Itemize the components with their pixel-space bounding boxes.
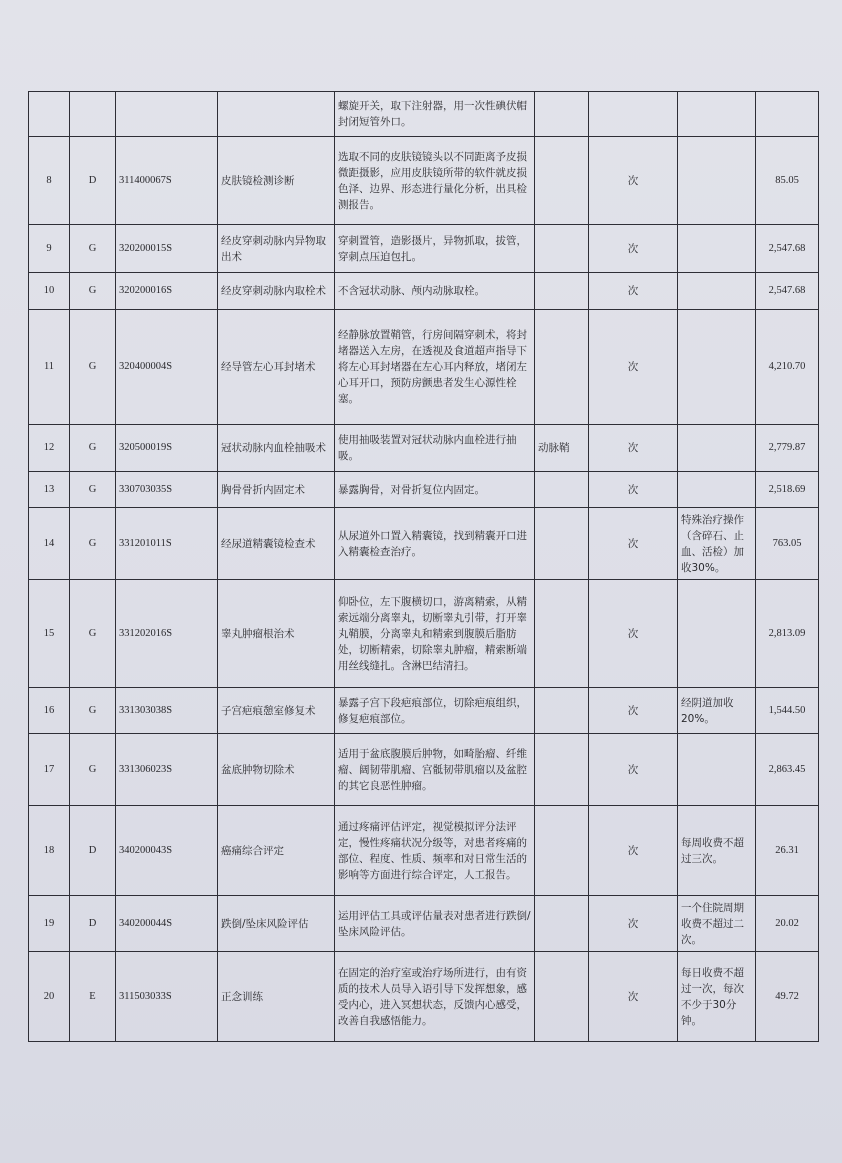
row-number-cell: 18 [29,806,70,896]
table-row [29,137,819,225]
item-note-cell [678,273,756,310]
item-code-cell: 340200043S [116,806,218,896]
item-content-cell: 使用抽吸装置对冠状动脉内血栓进行抽吸。 [335,425,535,472]
row-number-cell: 14 [29,508,70,580]
category-cell: G [70,225,116,273]
item-price-cell: 2,518.69 [756,472,819,508]
category-cell: G [70,425,116,472]
item-name-cell: 经导管左心耳封堵术 [218,310,335,425]
category-cell [70,92,116,137]
item-price-cell: 20.02 [756,896,819,952]
item-name-cell: 胸骨骨折内固定术 [218,472,335,508]
row-number-cell: 17 [29,734,70,806]
category-cell: G [70,273,116,310]
item-price-cell: 26.31 [756,806,819,896]
table-row [29,472,819,508]
billing-unit-cell: 次 [589,806,678,896]
item-content-cell: 适用于盆底腹膜后肿物，如畸胎瘤、纤维瘤、阔韧带肌瘤、宫骶韧带肌瘤以及盆腔的其它良恶性肿瘤。 [335,734,535,806]
fee-table-body [29,92,819,1042]
item-content-cell: 经静脉放置鞘管，行房间隔穿刺术，将封堵器送入左房，在透视及食道超声指导下将左心耳封堵器在左心耳内释放，堵闭左心耳开口，预防房颤患者发生心源性栓塞。 [335,310,535,425]
item-price-cell: 2,863.45 [756,734,819,806]
item-note-cell [678,92,756,137]
table-row [29,425,819,472]
item-code-cell: 340200044S [116,896,218,952]
item-name-cell: 子宫疤痕憩室修复术 [218,688,335,734]
item-note-cell [678,137,756,225]
item-name-cell: 经皮穿刺动脉内异物取出术 [218,225,335,273]
excluded-content-cell [535,137,589,225]
row-number-cell: 15 [29,580,70,688]
row-number-cell: 9 [29,225,70,273]
excluded-content-cell [535,952,589,1042]
row-number-cell: 8 [29,137,70,225]
item-code-cell: 331306023S [116,734,218,806]
item-note-cell [678,225,756,273]
excluded-content-cell [535,688,589,734]
item-name-cell: 皮肤镜检测诊断 [218,137,335,225]
item-price-cell: 85.05 [756,137,819,225]
table-row [29,92,819,137]
item-price-cell: 2,813.09 [756,580,819,688]
category-cell: G [70,472,116,508]
item-code-cell: 311400067S [116,137,218,225]
billing-unit-cell: 次 [589,425,678,472]
item-code-cell: 320200015S [116,225,218,273]
item-note-cell [678,580,756,688]
table-row [29,508,819,580]
item-code-cell: 331202016S [116,580,218,688]
billing-unit-cell: 次 [589,896,678,952]
item-price-cell: 763.05 [756,508,819,580]
table-row [29,273,819,310]
item-code-cell [116,92,218,137]
item-price-cell: 2,547.68 [756,225,819,273]
excluded-content-cell [535,896,589,952]
billing-unit-cell: 次 [589,225,678,273]
excluded-content-cell [535,92,589,137]
table-row [29,688,819,734]
item-content-cell: 暴露子宫下段疤痕部位，切除疤痕组织，修复疤痕部位。 [335,688,535,734]
excluded-content-cell [535,310,589,425]
item-name-cell: 经尿道精囊镜检查术 [218,508,335,580]
billing-unit-cell: 次 [589,310,678,425]
table-row [29,896,819,952]
item-content-cell: 运用评估工具或评估量表对患者进行跌倒/坠床风险评估。 [335,896,535,952]
item-name-cell: 冠状动脉内血栓抽吸术 [218,425,335,472]
billing-unit-cell: 次 [589,734,678,806]
item-name-cell: 经皮穿刺动脉内取栓术 [218,273,335,310]
table-row [29,580,819,688]
item-code-cell: 320200016S [116,273,218,310]
row-number-cell: 12 [29,425,70,472]
item-note-cell [678,734,756,806]
item-name-cell [218,92,335,137]
item-content-cell: 选取不同的皮肤镜镜头以不同距离予皮损微距摄影，应用皮肤镜所带的软件就皮损色泽、边界、形态进行量化分析，出具检测报告。 [335,137,535,225]
item-content-cell: 从尿道外口置入精囊镜，找到精囊开口进入精囊检查治疗。 [335,508,535,580]
item-note-cell: 每日收费不超过一次，每次不少于30分钟。 [678,952,756,1042]
item-code-cell: 320500019S [116,425,218,472]
item-content-cell: 暴露胸骨，对骨折复位内固定。 [335,472,535,508]
billing-unit-cell: 次 [589,952,678,1042]
row-number-cell: 11 [29,310,70,425]
table-row [29,310,819,425]
category-cell: G [70,688,116,734]
category-cell: D [70,137,116,225]
item-code-cell: 331303038S [116,688,218,734]
category-cell: G [70,734,116,806]
item-code-cell: 320400004S [116,310,218,425]
excluded-content-cell [535,734,589,806]
item-note-cell [678,310,756,425]
item-name-cell: 跌倒/坠床风险评估 [218,896,335,952]
table-row [29,734,819,806]
category-cell: G [70,508,116,580]
fee-table [28,91,819,1042]
table-row [29,952,819,1042]
item-name-cell: 睾丸肿瘤根治术 [218,580,335,688]
item-name-cell: 正念训练 [218,952,335,1042]
item-note-cell: 每周收费不超过三次。 [678,806,756,896]
item-code-cell: 330703035S [116,472,218,508]
excluded-content-cell [535,580,589,688]
item-content-cell: 穿刺置管，造影摄片，异物抓取，拔管，穿刺点压迫包扎。 [335,225,535,273]
excluded-content-cell [535,806,589,896]
item-price-cell: 1,544.50 [756,688,819,734]
billing-unit-cell: 次 [589,137,678,225]
excluded-content-cell [535,472,589,508]
item-price-cell [756,92,819,137]
row-number-cell: 10 [29,273,70,310]
item-code-cell: 331201011S [116,508,218,580]
row-number-cell: 20 [29,952,70,1042]
billing-unit-cell [589,92,678,137]
item-note-cell: 一个住院周期收费不超过二次。 [678,896,756,952]
excluded-content-cell [535,508,589,580]
category-cell: G [70,580,116,688]
item-content-cell: 仰卧位，左下腹横切口，游离精索，从精索远端分离睾丸，切断睾丸引带，打开睾丸鞘膜，分离睾丸和精索到腹膜后脂肪处，切断精索，切除睾丸肿瘤，精索断端用丝线缝扎。含淋巴结清扫。 [335,580,535,688]
item-price-cell: 2,547.68 [756,273,819,310]
category-cell: G [70,310,116,425]
row-number-cell: 19 [29,896,70,952]
excluded-content-cell: 动脉鞘 [535,425,589,472]
billing-unit-cell: 次 [589,580,678,688]
item-price-cell: 2,779.87 [756,425,819,472]
item-price-cell: 49.72 [756,952,819,1042]
item-note-cell: 经阴道加收20%。 [678,688,756,734]
category-cell: D [70,896,116,952]
excluded-content-cell [535,273,589,310]
billing-unit-cell: 次 [589,273,678,310]
item-name-cell: 盆底肿物切除术 [218,734,335,806]
item-content-cell: 通过疼痛评估评定，视觉模拟评分法评定，慢性疼痛状况分级等，对患者疼痛的部位、程度、性质、频率和对日常生活的影响等方面进行综合评定，人工报告。 [335,806,535,896]
billing-unit-cell: 次 [589,508,678,580]
billing-unit-cell: 次 [589,472,678,508]
billing-unit-cell: 次 [589,688,678,734]
excluded-content-cell [535,225,589,273]
item-content-cell: 螺旋开关，取下注射器，用一次性碘伏帽封闭短管外口。 [335,92,535,137]
row-number-cell: 16 [29,688,70,734]
item-content-cell: 不含冠状动脉、颅内动脉取栓。 [335,273,535,310]
item-note-cell: 特殊治疗操作（含碎石、止血、活检）加收30%。 [678,508,756,580]
table-row [29,225,819,273]
item-price-cell: 4,210.70 [756,310,819,425]
table-row [29,806,819,896]
category-cell: E [70,952,116,1042]
item-note-cell [678,472,756,508]
row-number-cell [29,92,70,137]
item-name-cell: 癌痛综合评定 [218,806,335,896]
category-cell: D [70,806,116,896]
item-code-cell: 311503033S [116,952,218,1042]
row-number-cell: 13 [29,472,70,508]
item-content-cell: 在固定的治疗室或治疗场所进行，由有资质的技术人员导入语引导下发挥想象，感受内心，进入冥想状态，反馈内心感受，改善自我感悟能力。 [335,952,535,1042]
item-note-cell [678,425,756,472]
